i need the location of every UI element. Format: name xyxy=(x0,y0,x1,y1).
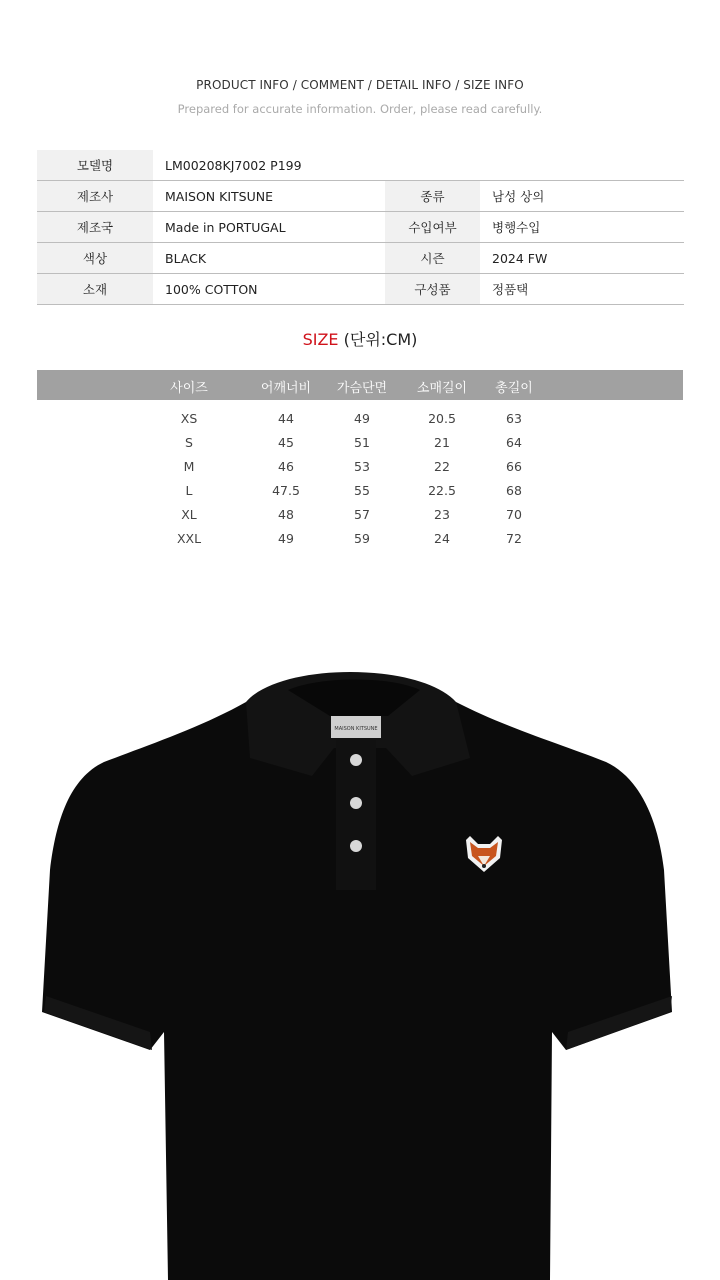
product-image xyxy=(0,640,720,1280)
info-row-model xyxy=(37,150,684,181)
shirt-button xyxy=(350,840,362,852)
section-subtitle: Prepared for accurate information. Order, please read carefully. xyxy=(177,102,543,116)
size-table-header xyxy=(37,370,683,400)
size-title-red: SIZE xyxy=(302,330,339,349)
shirt-button xyxy=(350,797,362,809)
info-row-maker xyxy=(37,181,684,212)
size-title-unit: (단위:CM) xyxy=(338,330,418,349)
size-row xyxy=(37,504,683,528)
size-value: 57 xyxy=(354,507,370,522)
size-col-header: 소매길이 xyxy=(416,381,468,396)
material-value: 100% COTTON xyxy=(153,274,385,305)
size-value: 22.5 xyxy=(428,483,456,498)
size-value: 59 xyxy=(354,531,370,546)
size-section-title xyxy=(0,327,720,350)
size-value: 55 xyxy=(354,483,370,498)
color-value: BLACK xyxy=(153,243,385,274)
type-value: 남성 상의 xyxy=(480,181,684,212)
size-value: 20.5 xyxy=(428,411,456,426)
size-value: 49 xyxy=(354,411,370,426)
size-row xyxy=(37,480,683,504)
size-value: 66 xyxy=(506,459,522,474)
season-value: 2024 FW xyxy=(480,243,684,274)
size-row xyxy=(37,408,683,432)
size-value: 24 xyxy=(434,531,450,546)
size-name: S xyxy=(185,435,193,450)
size-name: XXL xyxy=(176,531,202,546)
color-label: 색상 xyxy=(37,243,153,274)
size-col-header: 어깨너비 xyxy=(260,381,312,396)
size-value: 45 xyxy=(278,435,294,450)
size-value: 48 xyxy=(278,507,294,522)
section-title: PRODUCT INFO / COMMENT / DETAIL INFO / SIZE INFO xyxy=(196,78,524,92)
shirt-button xyxy=(350,754,362,766)
maker-label: 제조사 xyxy=(37,181,153,212)
size-name: M xyxy=(183,459,195,474)
import-value: 병행수입 xyxy=(480,212,684,243)
size-value: 72 xyxy=(506,531,522,546)
size-name: L xyxy=(185,483,193,498)
season-label: 시즌 xyxy=(385,243,480,274)
import-label: 수입여부 xyxy=(385,212,480,243)
country-value: Made in PORTUGAL xyxy=(153,212,385,243)
size-value: 51 xyxy=(354,435,370,450)
size-col-header: 가슴단면 xyxy=(336,381,388,396)
info-row-color xyxy=(37,243,684,274)
size-row xyxy=(37,432,683,456)
size-value: 23 xyxy=(434,507,450,522)
size-value: 46 xyxy=(278,459,294,474)
info-row-country xyxy=(37,212,684,243)
size-value: 53 xyxy=(354,459,370,474)
size-value: 68 xyxy=(506,483,522,498)
size-value: 49 xyxy=(278,531,294,546)
maker-value: MAISON KITSUNE xyxy=(153,181,385,212)
size-value: 64 xyxy=(506,435,522,450)
size-col-header: 사이즈 xyxy=(170,381,208,396)
size-row xyxy=(37,456,683,480)
composition-label: 구성품 xyxy=(385,274,480,305)
country-label: 제조국 xyxy=(37,212,153,243)
size-value: 63 xyxy=(506,411,522,426)
composition-value: 정품택 xyxy=(480,274,684,305)
size-value: 21 xyxy=(434,435,450,450)
size-value: 22 xyxy=(434,459,450,474)
model-label: 모델명 xyxy=(37,150,153,181)
size-name: XL xyxy=(181,507,197,522)
polo-shirt-image xyxy=(0,640,720,1280)
size-col-header: 총길이 xyxy=(495,381,533,396)
size-name: XS xyxy=(180,411,198,426)
info-row-material xyxy=(37,274,684,305)
brand-label-text: MAISON KITSUNE xyxy=(334,726,378,732)
product-info-table xyxy=(37,150,684,305)
model-value: LM00208KJ7002 P199 xyxy=(153,150,684,181)
type-label: 종류 xyxy=(385,181,480,212)
material-label: 소재 xyxy=(37,274,153,305)
size-value: 44 xyxy=(278,411,294,426)
size-table-body xyxy=(37,408,683,552)
size-value: 47.5 xyxy=(272,483,300,498)
size-value: 70 xyxy=(506,507,522,522)
size-row xyxy=(37,528,683,552)
